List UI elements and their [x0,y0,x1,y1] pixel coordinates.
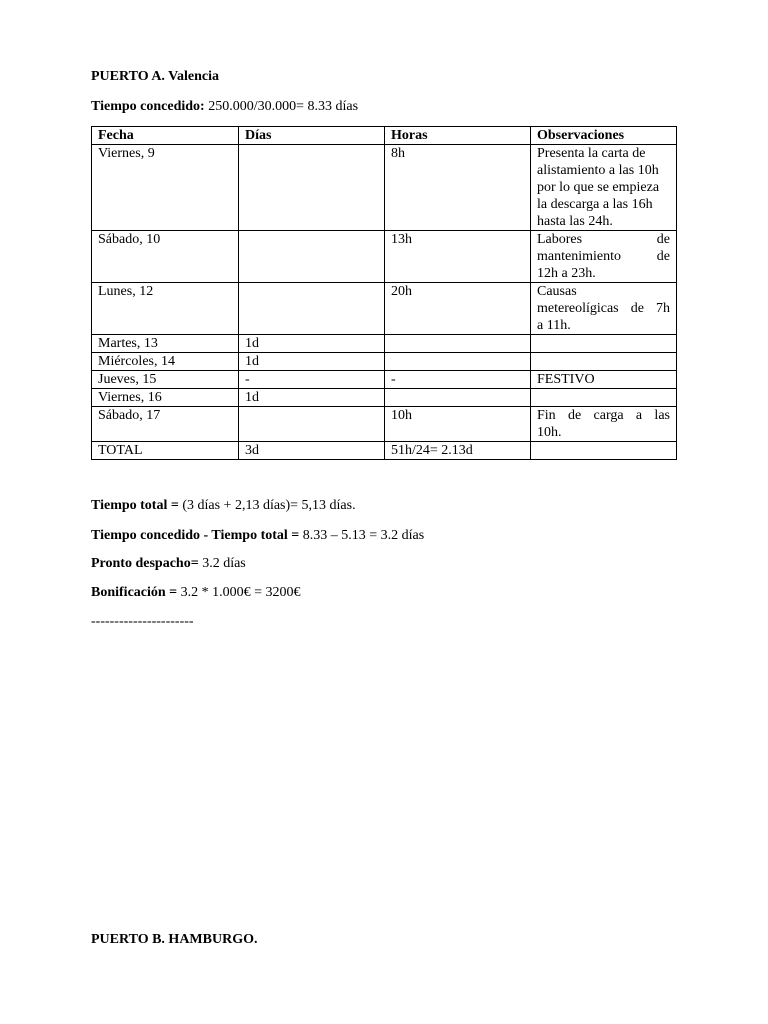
laytime-table [91,126,677,460]
cell-observaciones [531,389,677,407]
table-row [92,145,677,231]
cell-observaciones [531,231,677,283]
bonificacion-value: 3.2 * 1.000€ = 3200€ [177,585,301,600]
tiempo-total-label: Tiempo total = [91,498,179,513]
cell-dias: - [239,371,385,389]
cell-fecha: Lunes, 12 [92,283,239,335]
table-row [92,283,677,335]
cell-fecha: TOTAL [92,442,239,460]
cell-fecha: Miércoles, 14 [92,353,239,371]
table-total-row [92,442,677,460]
observation-line: Fin de carga a las [537,408,670,423]
pronto-despacho-line [91,556,246,572]
tiempo-concedido-line [91,99,358,115]
cell-horas [385,353,531,371]
section-a-title: PUERTO A. Valencia [91,69,219,84]
cell-fecha: Jueves, 15 [92,371,239,389]
tiempo-total-value: (3 días + 2,13 días)= 5,13 días. [178,498,356,513]
tiempo-concedido-value: 250.000/30.000= 8.33 días [204,99,359,114]
observation-line: 12h a 23h. [537,266,596,281]
tiempo-concedido-label: Tiempo concedido: [91,99,205,114]
cell-dias: 1d [239,335,385,353]
cell-horas: - [385,371,531,389]
cell-fecha: Martes, 13 [92,335,239,353]
cell-dias: 1d [239,353,385,371]
cell-horas [385,335,531,353]
table-row [92,335,677,353]
cell-horas [385,389,531,407]
cell-dias [239,283,385,335]
cell-dias [239,145,385,231]
observation-line: metereolígicas de 7h [537,301,670,316]
cell-observaciones [531,283,677,335]
tiempo-total-line [91,498,356,514]
diferencia-line [91,528,424,544]
cell-dias [239,231,385,283]
observation-line: Labores de [537,232,670,247]
cell-dias: 1d [239,389,385,407]
pronto-despacho-label: Pronto despacho= [91,556,199,571]
cell-horas: 20h [385,283,531,335]
cell-horas: 8h [385,145,531,231]
cell-observaciones [531,335,677,353]
cell-fecha: Sábado, 17 [92,407,239,442]
table-row [92,407,677,442]
cell-observaciones [531,442,677,460]
section-b-title: PUERTO B. HAMBURGO. [91,932,258,947]
table-row [92,353,677,371]
cell-horas: 51h/24= 2.13d [385,442,531,460]
cell-dias: 3d [239,442,385,460]
observation-line: a 11h. [537,318,571,333]
table-row [92,389,677,407]
column-header-horas: Horas [385,127,531,145]
column-header-dias: Días [239,127,385,145]
bonificacion-label: Bonificación = [91,585,178,600]
table-row [92,371,677,389]
cell-dias [239,407,385,442]
table-row [92,231,677,283]
cell-fecha: Viernes, 9 [92,145,239,231]
column-header-observaciones: Observaciones [531,127,677,145]
cell-horas: 10h [385,407,531,442]
observation-line: 10h. [537,425,562,440]
cell-fecha: Viernes, 16 [92,389,239,407]
cell-observaciones [531,353,677,371]
observation-line: mantenimiento de [537,249,670,264]
table-header-row [92,127,677,145]
diferencia-value: 8.33 – 5.13 = 3.2 días [299,528,425,543]
separator-line: ---------------------- [91,614,194,629]
cell-observaciones: Presenta la carta de alistamiento a las 10h por lo que se empieza la descarga a las 16h hasta las 24h. [531,145,677,231]
pronto-despacho-value: 3.2 días [198,556,246,571]
observation-line: Causas [537,284,577,299]
cell-fecha: Sábado, 10 [92,231,239,283]
bonificacion-line [91,585,301,601]
diferencia-label: Tiempo concedido - Tiempo total = [91,528,300,543]
cell-observaciones: FESTIVO [531,371,677,389]
cell-observaciones [531,407,677,442]
column-header-fecha: Fecha [92,127,239,145]
cell-horas: 13h [385,231,531,283]
